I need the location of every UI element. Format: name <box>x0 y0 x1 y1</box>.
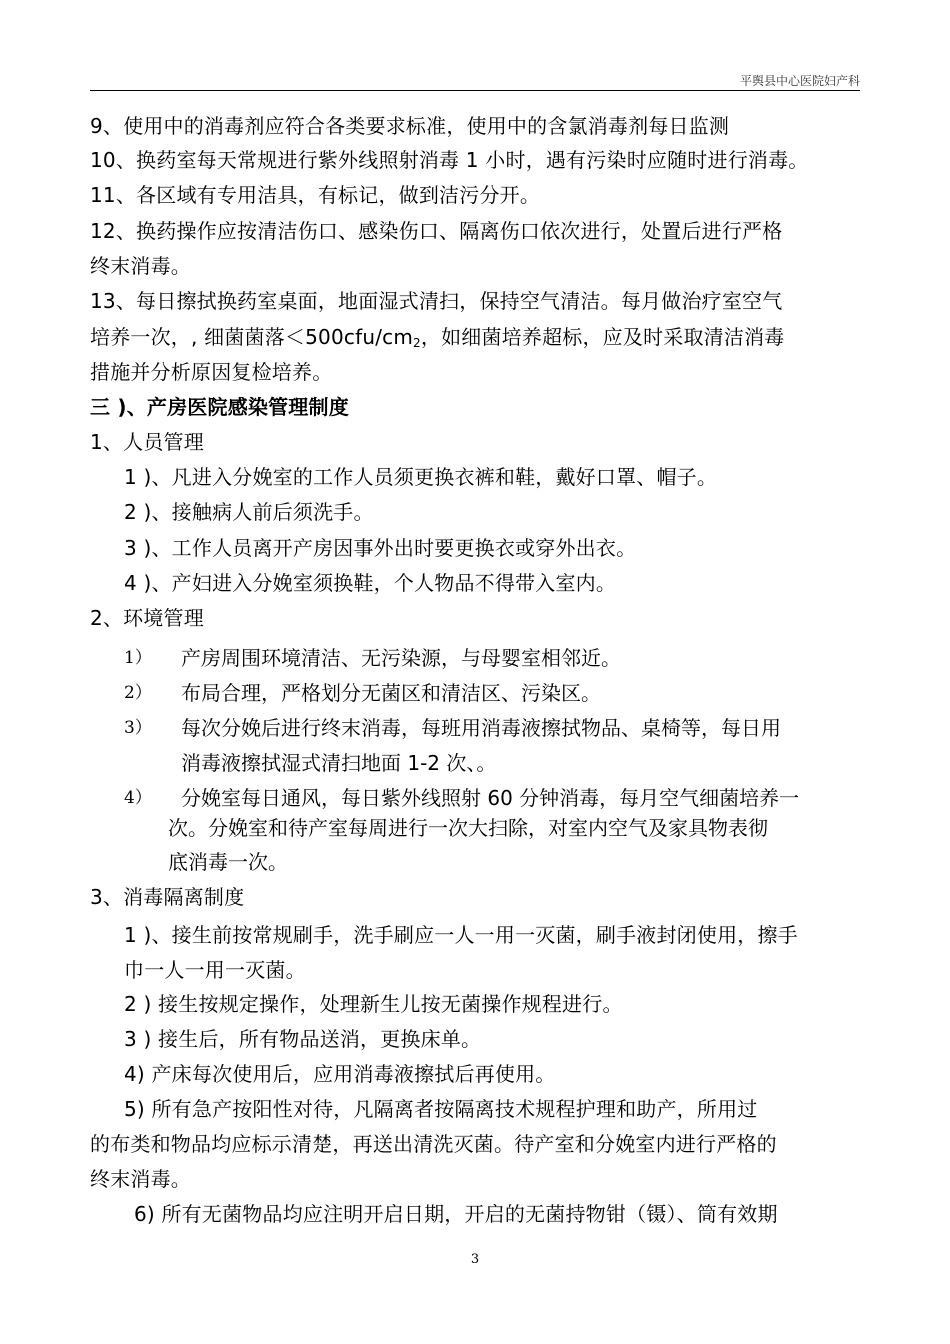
list-item: 1 )、接生前按常规刷手，洗手刷应一人一用一灭菌，刷手液封闭使用，擦手 <box>124 923 798 947</box>
paragraph-line: 措施并分析原因复检培养。 <box>90 360 333 384</box>
list-number: 2） <box>124 683 152 703</box>
list-item: 4) 产床每次使用后，应用消毒液擦拭后再使用。 <box>124 1062 556 1086</box>
list-item: 产房周围环境清洁、无污染源，与母婴室相邻近。 <box>181 646 621 670</box>
paragraph-line: 9、使用中的消毒剂应符合各类要求标准，使用中的含氯消毒剂每日监测 <box>90 114 730 138</box>
list-item: 3 ) 接生后，所有物品送消，更换床单。 <box>124 1027 482 1051</box>
list-number: 4） <box>124 788 152 808</box>
paragraph-line: 终末消毒。 <box>90 254 191 278</box>
list-item-continued: 消毒液擦拭湿式清扫地面 1-2 次、。 <box>181 751 497 775</box>
list-item-continued: 巾一人一用一灭菌。 <box>124 958 306 982</box>
list-item: 4 )、产妇进入分娩室须换鞋，个人物品不得带入室内。 <box>124 571 617 595</box>
list-item: 2 ) 接生按规定操作，处理新生儿按无菌操作规程进行。 <box>124 992 623 1016</box>
list-item: 6) 所有无菌物品均应注明开启日期，开启的无菌持物钳（镊）、筒有效期 <box>134 1202 778 1226</box>
list-item: 2 )、接触病人前后须洗手。 <box>124 500 374 524</box>
paragraph-line: 13、每日擦拭换药室桌面，地面湿式清扫，保持空气清洁。每月做治疗室空气 <box>90 289 783 313</box>
list-item-continued: 的布类和物品均应标示清楚，再送出清洗灭菌。待产室和分娩室内进行严格的 <box>90 1132 777 1156</box>
list-item: 3 )、工作人员离开产房因事外出时要更换衣或穿外出衣。 <box>124 536 637 560</box>
line-text: ，如细菌培养超标，应及时采取清洁消毒 <box>420 325 785 349</box>
list-item-continued: 底消毒一次。 <box>168 850 288 874</box>
header-text: 平舆县中心医院妇产科 <box>739 74 860 88</box>
list-item: 每次分娩后进行终末消毒，每班用消毒液擦拭物品、桌椅等，每日用 <box>181 716 781 740</box>
subsection-heading: 2、环境管理 <box>90 606 204 630</box>
subsection-heading: 1、人员管理 <box>90 430 204 454</box>
paragraph-line: 10、换药室每天常规进行紫外线照射消毒 1 小时，遇有污染时应随时进行消毒。 <box>90 148 809 172</box>
section-heading: 三 )、产房医院感染管理制度 <box>90 395 349 419</box>
paragraph-line: 11、各区域有专用洁具，有标记，做到洁污分开。 <box>90 183 541 207</box>
paragraph-line: 12、换药操作应按清洁伤口、感染伤口、隔离伤口依次进行，处置后进行严格 <box>90 219 783 243</box>
list-item: 分娩室每日通风，每日紫外线照射 60 分钟消毒，每月空气细菌培养一 <box>181 786 800 810</box>
list-item: 1 )、凡进入分娩室的工作人员须更换衣裤和鞋，戴好口罩、帽子。 <box>124 465 718 489</box>
list-item: 布局合理，严格划分无菌区和清洁区、污染区。 <box>181 681 601 705</box>
list-number: 3） <box>124 718 152 738</box>
page-header <box>90 72 860 91</box>
list-item: 5) 所有急产按阳性对待，凡隔离者按隔离技术规程护理和助产，所用过 <box>124 1097 758 1121</box>
subsection-heading: 3、消毒隔离制度 <box>90 885 245 909</box>
subscript: 2 <box>413 336 421 350</box>
list-number: 1） <box>124 648 152 668</box>
line-text: 培养一次，, 细菌菌落＜500cfu/cm <box>90 325 414 349</box>
page-number: 3 <box>470 1252 480 1267</box>
list-item-continued: 终末消毒。 <box>90 1167 191 1191</box>
paragraph-line <box>90 325 865 355</box>
list-item-continued: 次。分娩室和待产室每周进行一次大扫除，对室内空气及家具物表彻 <box>168 816 768 840</box>
